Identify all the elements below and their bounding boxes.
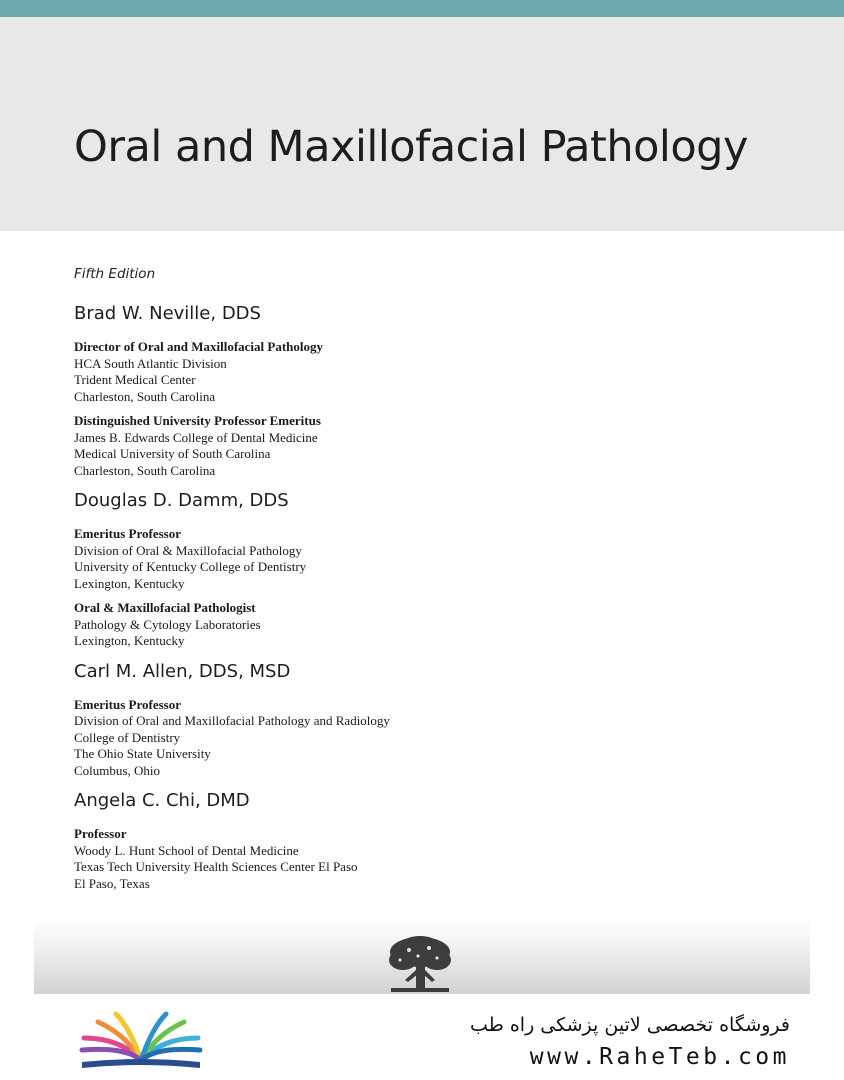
affiliation-line: Medical University of South Carolina (74, 446, 271, 461)
affiliation-line: Woody L. Hunt School of Dental Medicine (74, 842, 299, 858)
affiliation-role: Professor (74, 826, 127, 841)
affiliation-line: Texas Tech University Health Sciences Center El Paso (74, 859, 358, 874)
author-block (74, 660, 774, 780)
affiliation-line: Trident Medical Center (74, 372, 196, 387)
edition-label: Fifth Edition (74, 266, 156, 282)
affiliation-role: Distinguished University Professor Emeritus (74, 413, 321, 428)
author-name: Angela C. Chi, DMD (74, 790, 250, 811)
affiliation-role: Emeritus Professor (74, 696, 181, 712)
author-block (74, 789, 774, 892)
affiliation (74, 339, 774, 405)
top-accent-stripe (0, 0, 844, 17)
affiliation-line: Charleston, South Carolina (74, 462, 216, 478)
elsevier-tree-logo-icon (385, 936, 455, 994)
affiliation-line: Lexington, Kentucky (74, 575, 185, 591)
author-block (74, 489, 774, 650)
affiliation-line: College of Dentistry (74, 729, 181, 745)
affiliation (74, 826, 774, 892)
affiliation-line: Division of Oral & Maxillofacial Pathology (74, 542, 302, 558)
author-name: Brad W. Neville, DDS (74, 303, 261, 324)
affiliation (74, 413, 774, 479)
author-name: Douglas D. Damm, DDS (74, 490, 289, 511)
book-title: Oral and Maxillofacial Pathology (74, 122, 748, 172)
open-book-logo-icon (78, 1010, 204, 1072)
affiliation-line: Division of Oral and Maxillofacial Pathology and Radiology (74, 713, 390, 728)
store-url[interactable]: www.RaheTeb.com (529, 1044, 790, 1070)
affiliation-line: Lexington, Kentucky (74, 633, 185, 648)
affiliation-line: Pathology & Cytology Laboratories (74, 616, 261, 632)
affiliation-role: Director of Oral and Maxillofacial Pathology (74, 339, 324, 354)
affiliation-line: University of Kentucky College of Dentistry (74, 559, 307, 574)
affiliation (74, 697, 774, 780)
author-name: Carl M. Allen, DDS, MSD (74, 660, 291, 682)
affiliation-line: HCA South Atlantic Division (74, 355, 227, 371)
affiliation (74, 600, 774, 650)
affiliation-role: Oral & Maxillofacial Pathologist (74, 600, 256, 615)
affiliation-line: El Paso, Texas (74, 875, 150, 891)
affiliation (74, 526, 774, 592)
author-block (74, 302, 774, 479)
affiliation-line: James B. Edwards College of Dental Medicine (74, 429, 318, 445)
store-name: فروشگاه تخصصی لاتین پزشکی راه طب (470, 1014, 790, 1036)
author-list (74, 302, 774, 902)
affiliation-line: Columbus, Ohio (74, 762, 160, 778)
affiliation-line: The Ohio State University (74, 746, 211, 761)
affiliation-line: Charleston, South Carolina (74, 388, 216, 404)
affiliation-role: Emeritus Professor (74, 526, 181, 541)
